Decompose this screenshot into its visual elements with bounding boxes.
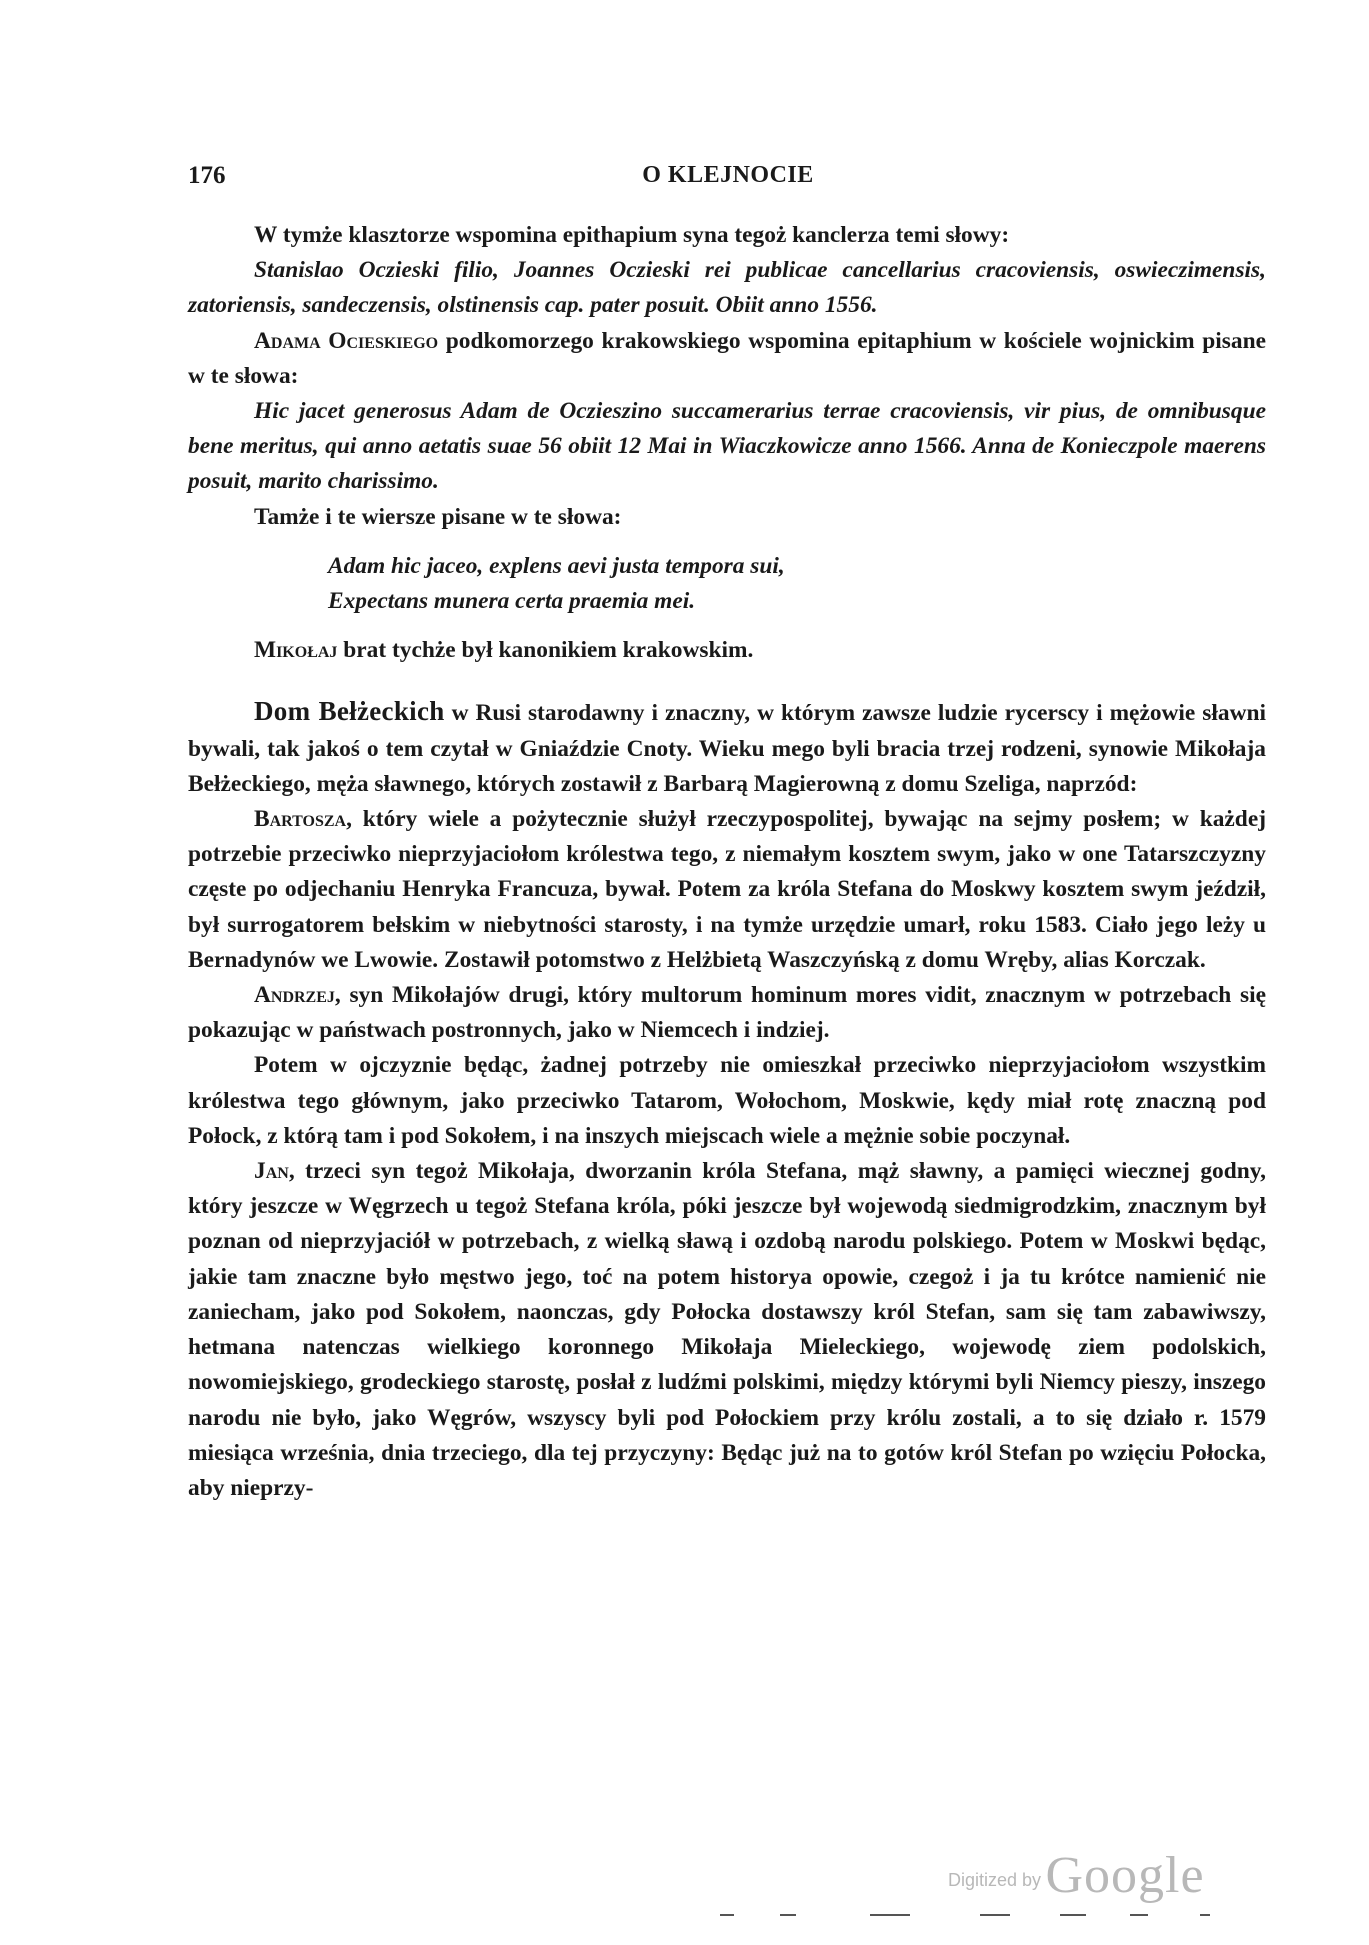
running-title: O KLEJNOCIE — [642, 162, 814, 188]
scan-artifact-marks — [720, 1914, 1240, 1920]
paragraph-andrzej-cont: Potem w ojczyznie będąc, żadnej potrzeby nie omieszkał przeciwko nieprzyjaciołom wszystkim królestwa tego głównym, jako przeciwko Tatarom, Wołochom, Moskwie, kędy miał rotę znaczną pod Połock, z którą tam i pod Sokołem, i na inszych miejscach wiele a mężnie sobie poczynał. — [188, 1052, 1266, 1149]
person-name: Jan — [254, 1158, 289, 1185]
spacer — [188, 619, 1266, 633]
paragraph-verse-intro: Tamże i te wiersze pisane w te słowa: — [254, 503, 622, 530]
dash-mark — [870, 1914, 910, 1916]
dash-mark — [1060, 1914, 1086, 1916]
google-logo: Google — [1045, 1847, 1205, 1904]
person-name: Adama Ocieskiego — [254, 327, 439, 354]
paragraph-jan: Jan, trzeci syn tegoż Mikołaja, dworzanin króla Stefana, mąż sławny, a pamięci wiecznej godny, który jeszcze w Węgrzech u tegoż Stefana króla, póki jeszcze był wojewodą siedmigrodzkim, znacznym był poznan od nieprzyjaciół w potrzebach, z wielką sławą i ozdobą narodu polskiego. Potem w Moskwi będąc, jakie tam znaczne było męstwo jego, toć na potem historya opowie, czegoż i ja tu krótce namienić nie zaniecham, jako pod Sokołem, naonczas, gdy Połocka dostawszy król Stefan, sam się tam zabawiwszy, hetmana natenczas wielkiego koronnego Mikołaja Mieleckiego, wojewodę ziem podolskich, nowomiejskiego, grodeckiego starostę, posłał z ludźmi polskimi, między którymi byli Niemcy pieszy, inszego narodu nie było, jako Węgrów, wszyscy byli pod Połockiem przy królu zostali, a to się działo r. 1579 miesiąca września, dnia trzeciego, dla tej przyczyny: Będąc już na to gotów król Stefan po wzięciu Połocka, aby nieprzy- — [188, 1158, 1266, 1501]
dash-mark — [1200, 1914, 1210, 1916]
page-body — [188, 218, 1266, 1506]
page-header — [188, 162, 1268, 202]
dash-mark — [780, 1914, 796, 1916]
latin-verse — [328, 549, 1266, 619]
paragraph-adam: Adama Ocieskiego podkomorzego krakowskiego wspomina epitaphium w kościele wojnickim pisane w te słowa: — [188, 327, 1266, 389]
person-name: Mikołaj — [254, 637, 338, 664]
spacer — [188, 535, 1266, 549]
paragraph-house-belzeckich: Dom Bełżeckich w Rusi starodawny i znaczny, w którym zawsze ludzie rycerscy i mężowie sławni bywali, tak jakoś o tem czytał w Gniaździe Cnoty. Wieku mego byli bracia trzej rodzeni, synowie Mikołaja Bełżeckiego, męża sławnego, których zostawił z Barbarą Magierowną z domu Szeliga, naprzód: — [188, 696, 1266, 797]
verse-line: Expectans munera certa praemia mei. — [328, 588, 696, 615]
digitized-by-google-watermark — [948, 1846, 1205, 1905]
paragraph-epitaph-intro: W tymże klasztorze wspomina epithapium syna tegoż kanclerza temi słowy: — [254, 222, 1010, 248]
paragraph-mikolaj: Mikołaj brat tychże był kanonikiem krakowskim. — [254, 637, 754, 664]
paragraph-andrzej: Andrzej, syn Mikołajów drugi, który multorum hominum mores vidit, znacznym w potrzebach się pokazując w państwach postronnych, jako w Niemcech i indziej. — [188, 982, 1266, 1044]
dash-mark — [720, 1914, 734, 1916]
latin-inscription-2: Hic jacet generosus Adam de Oczieszino succamerarius terrae cracoviensis, vir pius, de omnibusque bene meritus, qui anno aetatis suae 56 obiit 12 Mai in Wiaczkowicze anno 1566. Anna de Konieczpole maerens posuit, marito charissimo. — [188, 398, 1266, 495]
spacer — [188, 668, 1266, 694]
latin-inscription-1: Stanislao Oczieski filio, Joannes Oczieski rei publicae cancellarius cracoviensis, oswieczimensis, zatoriensis, sandeczensis, olstinensis cap. pater posuit. Obiit anno 1556. — [188, 257, 1266, 319]
verse-line: Adam hic jaceo, explens aevi justa tempora sui, — [328, 552, 785, 579]
digitized-label: Digitized by — [948, 1870, 1042, 1890]
paragraph-bartosz: Bartosza, który wiele a pożytecznie służył rzeczypospolitej, bywając na sejmy posłem; w każdej potrzebie przeciwko nieprzyjaciołom królestwa tego, z niemałym kosztem swym, jako w one Tatarszczyzny częste po odjechaniu Henryka Francuza, bywał. Potem za króla Stefana do Moskwy kosztem swym jeździł, był surrogatorem bełskim w niebytności starosty, i na tymże urzędzie umarł, roku 1583. Ciało jego leży u Bernadynów we Lwowie. Zostawił potomstwo z Helżbietą Waszczyńską z domu Wręby, alias Korczak. — [188, 806, 1266, 973]
person-name: Andrzej — [254, 982, 335, 1009]
dash-mark — [1130, 1914, 1148, 1916]
page-number: 176 — [188, 162, 226, 189]
person-name: Bartosza — [254, 806, 347, 833]
house-name: Dom Bełżeckich — [254, 696, 445, 727]
dash-mark — [980, 1914, 1010, 1916]
